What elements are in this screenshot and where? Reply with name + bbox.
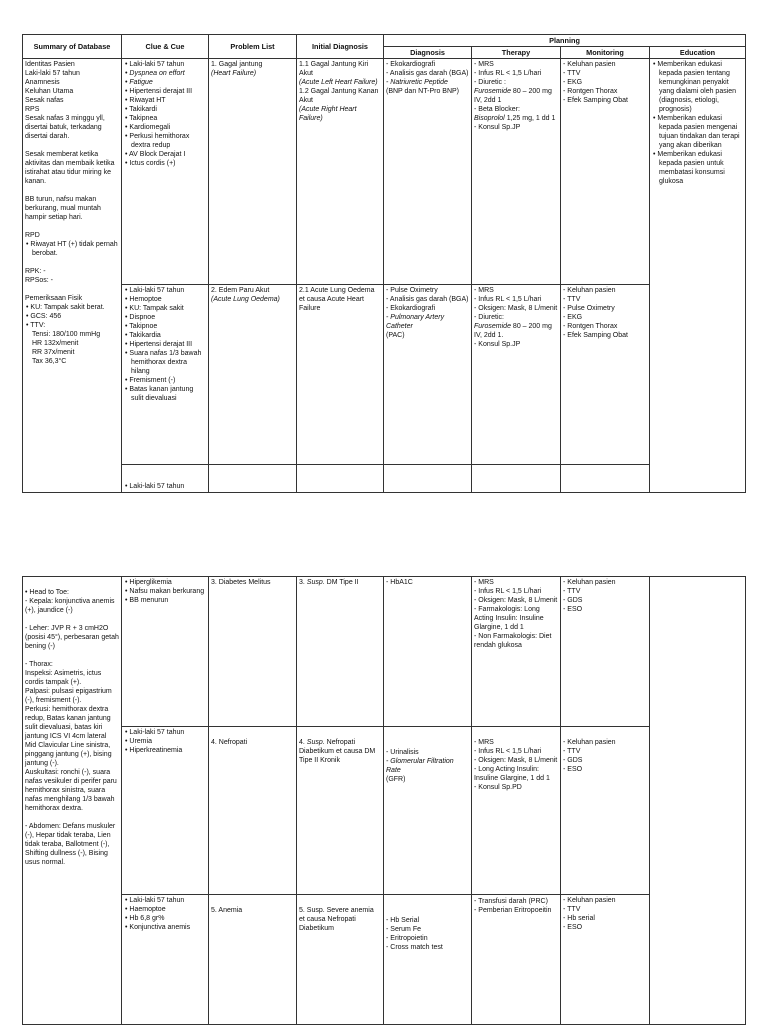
therapy-drug: Furosemide xyxy=(474,323,511,330)
therapy-drug: Bisoprolol xyxy=(474,115,505,122)
diagnosis-cell xyxy=(384,285,472,465)
clue-cell xyxy=(122,577,209,727)
therapy-dose: 80 – 200 mg IV, 2dd 1 xyxy=(474,88,552,104)
therapy-cell xyxy=(472,59,561,285)
monitoring-item: - Hb serial xyxy=(563,915,595,922)
education-item: • Memberikan edukasi kepada pasien mengenai tujuan tindakan dan terapi yang akan diberikan xyxy=(652,114,743,150)
therapy-item: - Farmakologis: Long Acting Insulin: Insuline Glargine, 1 dd 1 xyxy=(474,606,544,631)
initial-diagnosis-line: 1.2 Gagal Jantung Kanan Akut xyxy=(299,88,379,104)
clue-item: • Laki-laki 57 tahun xyxy=(124,728,206,737)
therapy-item: - Infus RL < 1,5 L/hari xyxy=(474,588,542,595)
initial-diagnosis-cell xyxy=(297,285,384,465)
therapy-cell xyxy=(472,285,561,465)
initial-diagnosis-line: 1.1 Gagal Jantung Kiri Akut xyxy=(299,61,369,77)
diagnosis-item: - Serum Fe xyxy=(386,926,422,933)
therapy-item: - Transfusi darah (PRC) xyxy=(474,898,548,905)
monitoring-item: - TTV xyxy=(563,748,581,755)
therapy-item: - Oksigen: Mask, 8 L/menit xyxy=(474,597,558,604)
summary-line: • Head to Toe: xyxy=(25,589,69,596)
monitoring-item: - ESO xyxy=(563,924,583,931)
diagnosis-item: - Glomerular Filtration Rate xyxy=(386,758,454,774)
clue-item: • Hiperglikemia xyxy=(124,578,206,587)
problem-title: 3. Diabetes Melitus xyxy=(211,579,271,586)
therapy-item: - Infus RL < 1,5 L/hari xyxy=(474,296,542,303)
initial-diagnosis-cell xyxy=(297,895,384,1025)
clue-item: • AV Block Derajat I xyxy=(124,150,206,159)
therapy-item: - MRS xyxy=(474,287,494,294)
clue-cell xyxy=(122,59,209,285)
initial-number: 4. xyxy=(299,739,305,746)
monitoring-item: - Keluhan pasien xyxy=(563,61,616,68)
clue-item: • Fremisment (-) xyxy=(124,376,206,385)
clue-cell xyxy=(122,285,209,465)
monitoring-item: - Efek Samping Obat xyxy=(563,97,628,104)
monitoring-cell xyxy=(561,465,650,493)
summary-line: Sesak nafas xyxy=(25,97,64,104)
monitoring-item: - TTV xyxy=(563,906,581,913)
summary-line: - Leher: JVP R + 3 cmH2O (posisi 45°), perbesaran getah bening (-) xyxy=(25,625,119,650)
summary-line: Inspeksi: Asimetris, ictus cordis tampak (+). xyxy=(25,670,102,686)
monitoring-cell xyxy=(561,59,650,285)
diagnosis-item: (PAC) xyxy=(386,332,405,339)
diagnosis-item: - Ekokardiografi xyxy=(386,61,436,68)
therapy-item: - MRS xyxy=(474,61,494,68)
clue-cell xyxy=(122,727,209,895)
initial-susp: Susp. xyxy=(306,739,325,746)
problem-title: 2. Edem Paru Akut xyxy=(211,287,270,294)
diagnosis-item: - Cross match test xyxy=(386,944,443,951)
summary-line: Laki-laki 57 tahun xyxy=(25,70,80,77)
problem-cell xyxy=(209,895,297,1025)
therapy-item: - Konsul Sp.JP xyxy=(474,341,521,348)
header-problem: Problem List xyxy=(209,35,297,59)
monitoring-item: - TTV xyxy=(563,588,581,595)
header-initial-diagnosis: Initial Diagnosis xyxy=(297,35,384,59)
diagnosis-item: - Eritropoietin xyxy=(386,935,428,942)
initial-diagnosis-line: DM Tipe II xyxy=(326,579,359,586)
clue-item: • Takipnoe xyxy=(124,322,206,331)
education-item: • Memberikan edukasi kepada pasien untuk membatasi konsumsi glukosa xyxy=(652,150,743,186)
therapy-item: - Oksigen: Mask, 8 L/menit xyxy=(474,757,558,764)
therapy-item: - Beta Blocker: xyxy=(474,106,520,113)
summary-line: RPK: - xyxy=(25,268,46,275)
clue-item: • Riwayat HT xyxy=(124,96,206,105)
therapy-item: - Long Acting Insulin: Insuline Glargine, 1 dd 1 xyxy=(474,766,550,782)
clue-item: • Dispnoe xyxy=(124,313,206,322)
monitoring-item: - EKG xyxy=(563,79,583,86)
therapy-item: - Diuretic : xyxy=(474,79,506,86)
clue-item: • Takipnea xyxy=(124,114,206,123)
diagnosis-item: - Pulmonary Artery Catheter xyxy=(386,314,445,330)
clue-item: • BB menurun xyxy=(124,596,206,605)
clue-item: • Uremia xyxy=(124,737,206,746)
monitoring-cell xyxy=(561,577,650,727)
summary-line: Auskultasi: ronchi (-), suara nafas vesikuler di perifer paru hemithorax sinistra, suara nafas menghilang 1/3 bawah hemithorax dextra. xyxy=(25,769,117,812)
summary-vital: RR 37x/menit xyxy=(32,349,75,356)
initial-diagnosis-line: 5. Susp. Severe anemia et causa Nefropati Diabetikum xyxy=(299,907,374,932)
clue-item: • Takikardia xyxy=(124,331,206,340)
monitoring-cell xyxy=(561,895,650,1025)
summary-vital: HR 132x/menit xyxy=(32,340,79,347)
problem-title: 5. Anemia xyxy=(211,907,243,914)
clue-item: • Hemoptoe xyxy=(124,295,206,304)
therapy-item: - Diuretic: xyxy=(474,314,504,321)
initial-number: 3. xyxy=(299,579,305,586)
monitoring-item: - Efek Samping Obat xyxy=(563,332,628,339)
summary-line: Sesak memberat ketika aktivitas dan membaik ketika istirahat atau tidur miring ke kanan. xyxy=(25,151,115,185)
header-diagnosis: Diagnosis xyxy=(384,47,472,59)
summary-bullet: • Riwayat HT (+) tidak pernah berobat. xyxy=(25,240,119,258)
therapy-cell xyxy=(472,577,561,727)
summary-line: BB turun, nafsu makan berkurang, mual muntah hampir setiap hari. xyxy=(25,196,101,221)
therapy-cell xyxy=(472,727,561,895)
clue-item: • Nafsu makan berkurang xyxy=(124,587,206,596)
monitoring-item: - Keluhan pasien xyxy=(563,579,616,586)
summary-line: Keluhan Utama xyxy=(25,88,74,95)
header-education: Education xyxy=(650,47,746,59)
header-summary: Summary of Database xyxy=(23,35,122,59)
clue-item: • Batas kanan jantung sulit dievaluasi xyxy=(124,385,206,403)
therapy-dose: 1,25 mg, 1 dd 1 xyxy=(506,115,556,122)
initial-diagnosis-cell xyxy=(297,727,384,895)
initial-diagnosis-line: Nefropati Diabetikum et causa DM Tipe II Kronik xyxy=(299,739,376,764)
diagnosis-item: (BNP dan NT-Pro BNP) xyxy=(386,88,460,95)
monitoring-item: - Keluhan pasien xyxy=(563,739,616,746)
problem-cell xyxy=(209,285,297,465)
summary-line: Perkusi: hemithorax dextra redup, Batas kanan jantung sulit dievaluasi, batas kiri jantung ICS VI 4cm lateral Mid Clavicular Line sinistra, pinggang jantung (+), bising jantung (-). xyxy=(25,706,112,767)
monitoring-item: - TTV xyxy=(563,70,581,77)
problem-subtitle: (Acute Lung Oedema) xyxy=(211,296,280,303)
problem-title: 1. Gagal jantung xyxy=(211,61,263,68)
monitoring-item: - GDS xyxy=(563,597,583,604)
problem-cell xyxy=(209,59,297,285)
diagnosis-item: - Ekokardiografi xyxy=(386,305,436,312)
problem-cell xyxy=(209,727,297,895)
diagnosis-item: - Analisis gas darah (BGA) xyxy=(386,296,469,303)
header-planning: Planning xyxy=(384,35,746,47)
summary-line: - Abdomen: Defans muskuler (-), Hepar tidak teraba, Lien tidak teraba, Ballotment (-), Shifting dullness (-), Bising usus normal. xyxy=(25,823,116,866)
summary-line: Pemeriksaan Fisik xyxy=(25,295,83,302)
therapy-cell xyxy=(472,895,561,1025)
initial-diagnosis-line: (Acute Left Heart Failure) xyxy=(299,79,378,86)
clue-item: • Haemoptoe xyxy=(124,905,206,914)
problem-subtitle: (Heart Failure) xyxy=(211,70,257,77)
therapy-dose: 80 – 200 mg IV, 2dd 1. xyxy=(474,323,552,339)
education-item: • Memberikan edukasi kepada pasien tentang kemungkinan penyakit yang dialami oleh pasien (diagnosis, etiologi, prognosis) xyxy=(652,60,743,114)
clue-item: • Ictus cordis (+) xyxy=(124,159,206,168)
clue-item: • Suara nafas 1/3 bawah hemithorax dextra hilang xyxy=(124,349,206,376)
therapy-item: - Oksigen: Mask, 8 L/menit xyxy=(474,305,558,312)
diagnosis-cell xyxy=(384,895,472,1025)
summary-line: RPSos: - xyxy=(25,277,54,284)
initial-diagnosis-line: (Acute Right Heart Failure) xyxy=(299,106,357,122)
therapy-item: - Pemberian Eritropoeitin xyxy=(474,907,552,914)
summary-line: Sesak nafas 3 minggu yll, disertai batuk, terkadang disertai darah. xyxy=(25,115,105,140)
summary-bullet: • TTV: xyxy=(25,321,119,330)
summary-vital: Tax 36,3°C xyxy=(32,358,67,365)
monitoring-item: - Pulse Oximetry xyxy=(563,305,615,312)
therapy-item: - Infus RL < 1,5 L/hari xyxy=(474,748,542,755)
summary-line: Identitas Pasien xyxy=(25,61,75,68)
clue-item: • Laki-laki 57 tahun xyxy=(124,482,206,491)
therapy-item: - MRS xyxy=(474,739,494,746)
summary-bullet: • KU: Tampak sakit berat. xyxy=(25,303,119,312)
education-cell xyxy=(650,577,746,1025)
diagnosis-item: (GFR) xyxy=(386,776,406,783)
monitoring-item: - ESO xyxy=(563,606,583,613)
clue-item: • KU: Tampak sakit xyxy=(124,304,206,313)
therapy-item: - Infus RL < 1,5 L/hari xyxy=(474,70,542,77)
therapy-item: - Konsul Sp.JP xyxy=(474,124,521,131)
therapy-cell xyxy=(472,465,561,493)
diagnosis-item: - Analisis gas darah (BGA) xyxy=(386,70,469,77)
diagnosis-item: - Hb Serial xyxy=(386,917,420,924)
initial-diagnosis-cell xyxy=(297,577,384,727)
summary-line: - Kepala: konjunctiva anemis (+), jaundice (-) xyxy=(25,598,115,614)
monitoring-cell xyxy=(561,727,650,895)
monitoring-item: - ESO xyxy=(563,766,583,773)
clue-item: • Dyspnea on effort xyxy=(124,69,206,78)
clue-item: • Hb 6,8 gr% xyxy=(124,914,206,923)
diagnosis-cell xyxy=(384,727,472,895)
clue-item: • Perkusi hemithorax dextra redup xyxy=(124,132,206,150)
clue-item: • Takikardi xyxy=(124,105,206,114)
monitoring-item: - Keluhan pasien xyxy=(563,287,616,294)
monitoring-item: - GDS xyxy=(563,757,583,764)
education-cell xyxy=(650,59,746,493)
diagnosis-item: - Urinalisis xyxy=(386,749,419,756)
monitoring-item: - Keluhan pasien xyxy=(563,897,616,904)
clue-item: • Fatigue xyxy=(124,78,206,87)
summary-database-cell xyxy=(23,59,122,493)
clue-item: • Kardiomegali xyxy=(124,123,206,132)
problem-cell xyxy=(209,465,297,493)
summary-line: Palpasi: pulsasi epigastrium (-), fremisment (-). xyxy=(25,688,112,704)
diagnosis-item: - Natriuretic Peptide xyxy=(386,79,448,86)
assessment-table-page-2 xyxy=(22,576,746,1025)
clue-item: • Laki-laki 57 tahun xyxy=(124,896,206,905)
summary-database-cell xyxy=(23,577,122,1025)
assessment-table-page-1 xyxy=(22,34,746,493)
summary-line: Anamnesis xyxy=(25,79,60,86)
problem-title: 4. Nefropati xyxy=(211,739,248,746)
clue-cell xyxy=(122,465,209,493)
summary-line: RPS xyxy=(25,106,40,113)
summary-vital: Tensi: 180/100 mmHg xyxy=(32,331,101,338)
monitoring-item: - EKG xyxy=(563,314,583,321)
clue-item: • Laki-laki 57 tahun xyxy=(124,286,206,295)
therapy-item: - MRS xyxy=(474,579,494,586)
header-clue: Clue & Cue xyxy=(122,35,209,59)
diagnosis-item: - Pulse Oximetry xyxy=(386,287,438,294)
clue-item: • Laki-laki 57 tahun xyxy=(124,60,206,69)
monitoring-cell xyxy=(561,285,650,465)
header-therapy: Therapy xyxy=(472,47,561,59)
diagnosis-item: - HbA1C xyxy=(386,579,413,586)
diagnosis-cell xyxy=(384,577,472,727)
initial-susp: Susp. xyxy=(306,579,325,586)
therapy-item: - Konsul Sp.PD xyxy=(474,784,522,791)
diagnosis-cell xyxy=(384,59,472,285)
monitoring-item: - Rontgen Thorax xyxy=(563,88,618,95)
therapy-item: - Non Farmakologis: Diet rendah glukosa xyxy=(474,633,552,649)
therapy-drug: Furosemide xyxy=(474,88,511,95)
header-monitoring: Monitoring xyxy=(561,47,650,59)
summary-line: RPD xyxy=(25,232,40,239)
clue-item: • Hipertensi derajat III xyxy=(124,87,206,96)
clue-item: • Hiperkreatinemia xyxy=(124,746,206,755)
summary-bullet: • GCS: 456 xyxy=(25,312,119,321)
monitoring-item: - TTV xyxy=(563,296,581,303)
initial-diagnosis-line: 2.1 Acute Lung Oedema et causa Acute Heart Failure xyxy=(299,287,375,312)
initial-diagnosis-cell xyxy=(297,59,384,285)
clue-cell xyxy=(122,895,209,1025)
monitoring-item: - Rontgen Thorax xyxy=(563,323,618,330)
initial-diagnosis-cell xyxy=(297,465,384,493)
summary-line: - Thorax: xyxy=(25,661,53,668)
clue-item: • Konjunctiva anemis xyxy=(124,923,206,932)
problem-cell xyxy=(209,577,297,727)
diagnosis-cell xyxy=(384,465,472,493)
clue-item: • Hipertensi derajat III xyxy=(124,340,206,349)
